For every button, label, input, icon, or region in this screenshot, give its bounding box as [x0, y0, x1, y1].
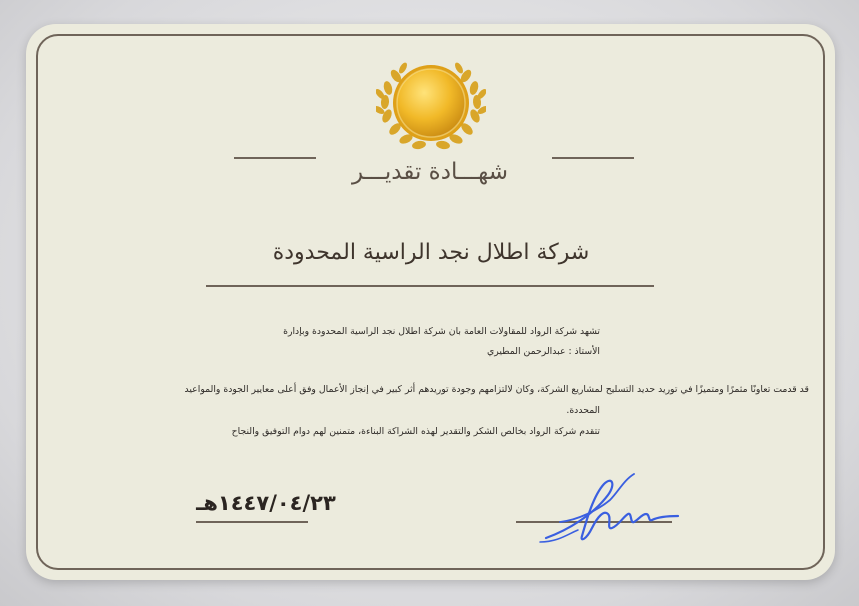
- closing-line: تتقدم شركة الرواد بخالص الشكر والتقدير لهذه الشراكة البناءة، متمنين لهم دوام التوفيق والنجاح: [231, 426, 600, 437]
- company-name: شركة اطلال نجد الراسية المحدودة: [272, 240, 590, 265]
- title-left-line: [234, 157, 316, 159]
- body-line-1: قد قدمت تعاونًا مثمرًا ومتميزًا في توريد حديد التسليح لمشاريع الشركة، وكان لالتزامهم وجودة توريدهم أثر كبير في إنجاز الأعمال وفق أعلى معايير الجودة والمواعيد: [184, 384, 809, 395]
- date-underline: [196, 521, 308, 523]
- manager-line: الأستاذ : عبدالرحمن المطيري: [486, 346, 600, 357]
- certificate-title: شهـــادة تقديـــر: [351, 159, 509, 185]
- certificate-date: ١٤٤٧/٠٤/٢٣هـ: [196, 491, 336, 515]
- title-right-line: [552, 157, 634, 159]
- intro-line: تشهد شركة الرواد للمقاولات العامة بان شركة اطلال نجد الراسية المحدودة وبإدارة: [283, 326, 600, 337]
- body-line-2: المحددة.: [566, 405, 600, 416]
- signature-mark: [538, 470, 688, 550]
- gold-medal-laurel-icon: [376, 46, 486, 156]
- company-underline: [206, 285, 654, 287]
- certificate-card: [26, 24, 835, 580]
